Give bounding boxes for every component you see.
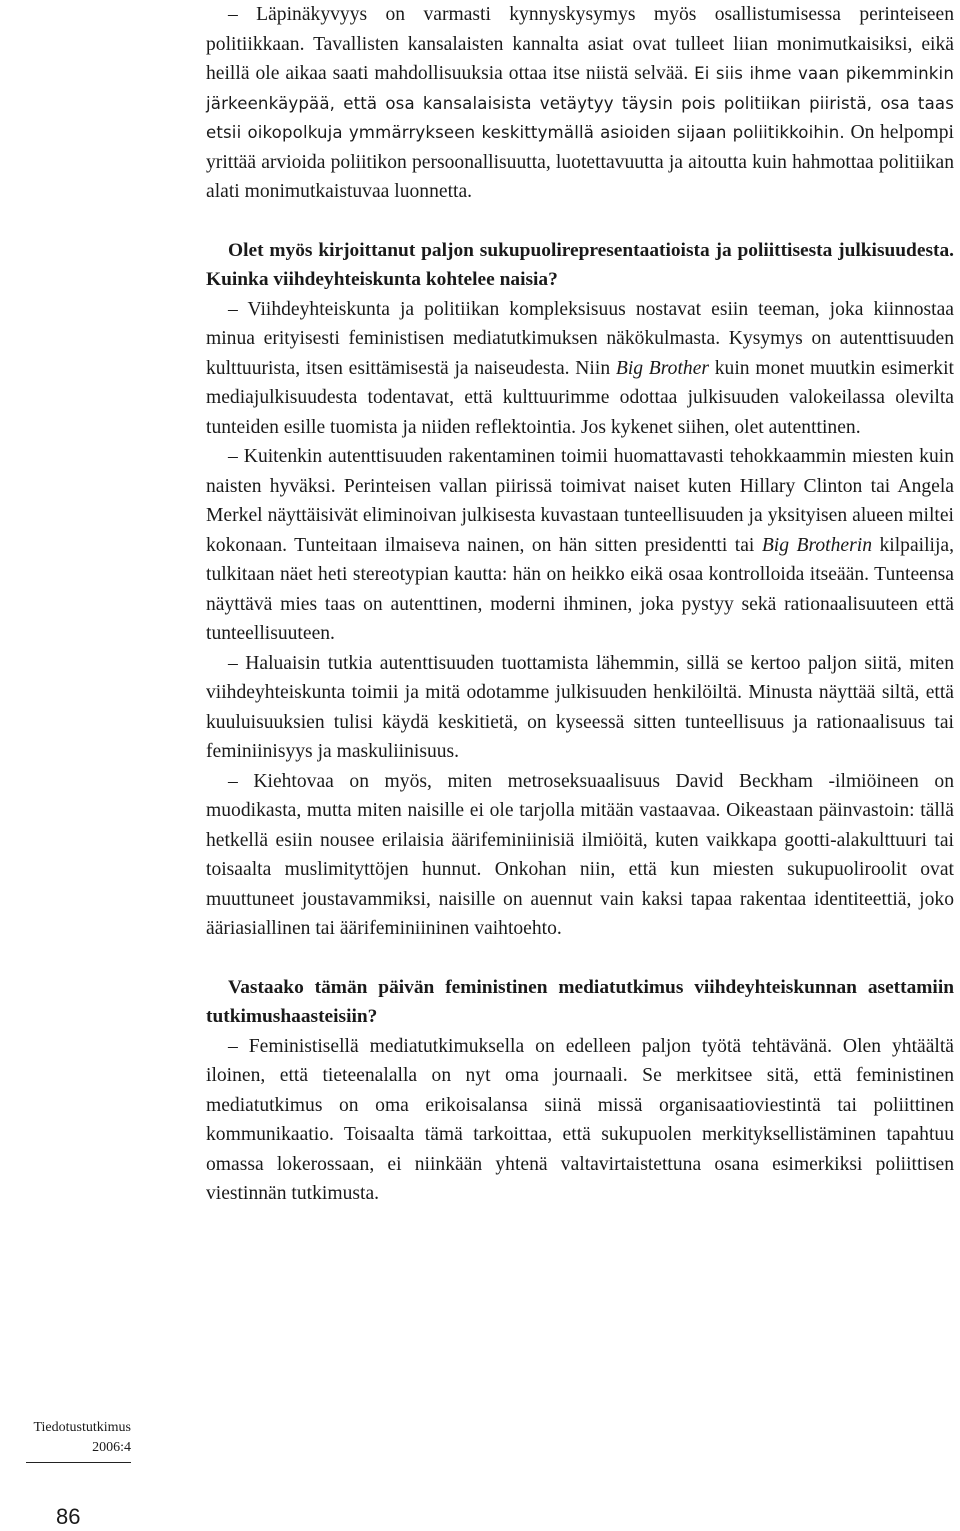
interview-question-1: Olet myös kirjoittanut paljon sukupuolirepresentaatioista ja poliittisesta julkisuudesta. Kuinka viihdeyhteiskunta kohtelee naisia? — [206, 239, 954, 290]
journal-issue: 2006:4 — [92, 1440, 131, 1455]
paragraph-2 — [206, 295, 954, 443]
paragraph-4: – Haluaisin tutkia autenttisuuden tuottamista lähemmin, sillä se kertoo paljon siitä, miten viihdeyhteiskunta toimii ja mitä odotamme julkisuuden henkilöiltä. Minusta näyttää siltä, että kuuluisuuksien tulisi käydä keskitietä, on kyseessä sitten tunteellisuus ja rationaalisuus tai feminiinisyys ja maskuliinisuus. — [206, 652, 954, 762]
paragraph-1-part-c: On helpompi yrittää arvioida poliitikon persoonallisuutta, luotettavuutta ja aitoutta kuin hahmottaa politiikan alati monimutkaistuvaa luonnetta. — [206, 122, 955, 202]
paragraph-3-part-b: kilpailija, tulkitaan näet heti stereotypian kautta: hän on heikko eikä osaa kontrolloida itseään. Tunteensa näyttävä mies taas on autenttinen, moderni ihminen, joka pystyy sekä rationaalisuuteen että tunteellisuuteen. — [206, 534, 955, 644]
footer-divider — [26, 1462, 131, 1463]
paragraph-3-part-a: – Kuitenkin autenttisuuden rakentaminen toimii huomattavasti tehokkaammin miesten kuin naisten hyväksi. Perinteisen vallan piirissä toimivat naiset kuten Hillary Clinton tai Angela Merkel näyttäisivät eliminoivan julkisesta kuvastaan tunteellisuuden ja yksityisen alueen miltei kokonaan. Tunteitaan ilmaiseva nainen, on hän sitten presidentti tai — [206, 446, 954, 556]
journal-footer — [0, 1418, 131, 1458]
paragraph-3 — [206, 442, 954, 649]
paragraph-1 — [206, 0, 954, 207]
paragraph-2-part-a: – Viihdeyhteiskunta ja politiikan kompleksisuus nostavat esiin teeman, joka kiinnostaa minua erityisesti feministisen mediatutkimuksen näkökulmasta. Kysymys on autenttisuuden kulttuurista, itsen esittämisestä ja naiseudesta. Niin — [206, 298, 954, 379]
paragraph-5: – Kiehtovaa on myös, miten metroseksuaalisuus David Beckham -ilmiöineen on muodikasta, mutta miten naisille ei ole tarjolla mitään vastaavaa. Oikeastaan päinvastoin: tällä hetkellä esiin nousee erilaisia äärifeminiinisiä ilmiöitä, kuten vaikkapa gootti-alakulttuuri tai toisaalta muslimityttöjen hunnut. Onkohan niin, että kun miesten sukupuoliroolit ovat muuttuneet joustavammiksi, naisille on auennut vain kaksi tapaa rakentaa identiteettiä, joko ääriasiallinen tai äärifeminiininen vaihtoehto. — [206, 770, 954, 939]
article-body — [206, 0, 954, 1209]
paragraph-6: – Feministisellä mediatutkimuksella on edelleen paljon työtä tehtävänä. Olen yhtäältä iloinen, että tieteenalalla on nyt oma journaali. Se merkitsee sitä, että feministinen mediatutkimus on oma erikoisalansa siinä missä organisaatioviestintä tai poliittinen kommunikaatio. Toisaalta tämä tarkoittaa, että sukupuolen merkityksellistäminen tapahtuu omassa lokerossaan, ei niinkään yhtenä valtavirtaistettuna osana esimerkiksi poliittisen viestinnän tutkimusta. — [206, 1035, 954, 1204]
page-number: 86 — [56, 1504, 81, 1529]
interview-question-2: Vastaako tämän päivän feministinen mediatutkimus viihdeyhteiskunnan asettamiin tutkimushaasteisiin? — [206, 976, 954, 1027]
paragraph-2-part-b: kuin monet muutkin esimerkit mediajulkisuudesta todentavat, että kulttuurimme odottaa julkisuuden valokeilassa olevilta tunteiden esille tuomista ja niiden reflektointia. Jos kykenet siihen, olet autenttinen. — [206, 357, 954, 438]
paragraph-2-italic-title: Big Brother — [615, 357, 710, 379]
paragraph-1-part-b: Ei siis ihme vaan pikemminkin järkeenkäypää, että osa kansalaisista vetäytyy täysin pois politiikan piiristä, osa taas etsii oikopolkuja ymmärrykseen keskittymällä asioiden sijaan poliitikkoihin. — [206, 64, 954, 142]
journal-name: Tiedotustutkimus — [33, 1420, 131, 1435]
paragraph-1-part-a: – Läpinäkyvyys on varmasti kynnyskysymys myös osallistumisessa perinteiseen politiikkaan. Tavallisten kansalaisten kannalta asiat ovat tulleet liian monimutkaisiksi, eikä heillä ole aikaa saati mahdollisuuksia ottaa itse niistä selvää. — [206, 4, 954, 84]
paragraph-3-italic-title: Big Brotherin — [761, 534, 872, 556]
